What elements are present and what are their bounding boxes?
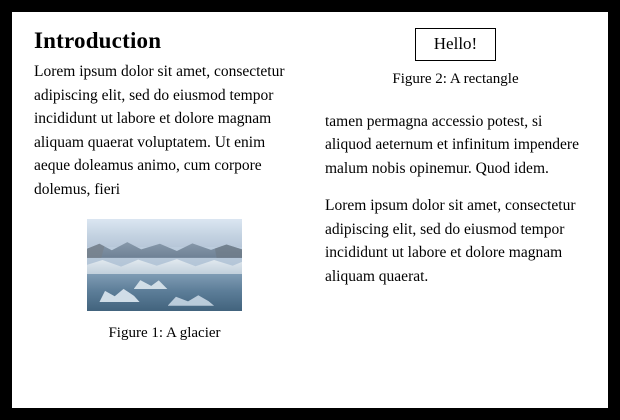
right-body-paragraph-1: tamen permagna accessio potest, si aliquod aeternum et infinitum impendere malum nobis opinemur. Quod idem. (325, 112, 579, 177)
hello-rectangle: Hello! (415, 28, 496, 61)
figure-2 (325, 28, 586, 88)
right-text-block (325, 110, 586, 289)
page-title: Introduction (34, 28, 162, 53)
left-column (34, 28, 295, 398)
document-page (12, 12, 608, 408)
figure-1 (34, 219, 295, 342)
two-column-layout (12, 12, 608, 408)
figure-2-caption: Figure 2: A rectangle (392, 70, 519, 87)
figure-1-caption: Figure 1: A glacier (108, 325, 221, 342)
left-body-paragraph: Lorem ipsum dolor sit amet, consectetur adipiscing elit, sed do eiusmod tempor incididunt ut labore et dolore magnam aliquam quaerat voluptatem. Ut enim aeque doleamus animo, cum corpore dolemus, fieri (34, 63, 285, 198)
right-column (325, 28, 586, 398)
right-body-paragraph-2: Lorem ipsum dolor sit amet, consectetur adipiscing elit, sed do eiusmod tempor incididunt ut labore et dolore magnam aliquam quaerat. (325, 197, 576, 285)
photo-water-region (87, 274, 242, 311)
glacier-photo-image (87, 219, 242, 311)
photo-sky-region (87, 219, 242, 247)
